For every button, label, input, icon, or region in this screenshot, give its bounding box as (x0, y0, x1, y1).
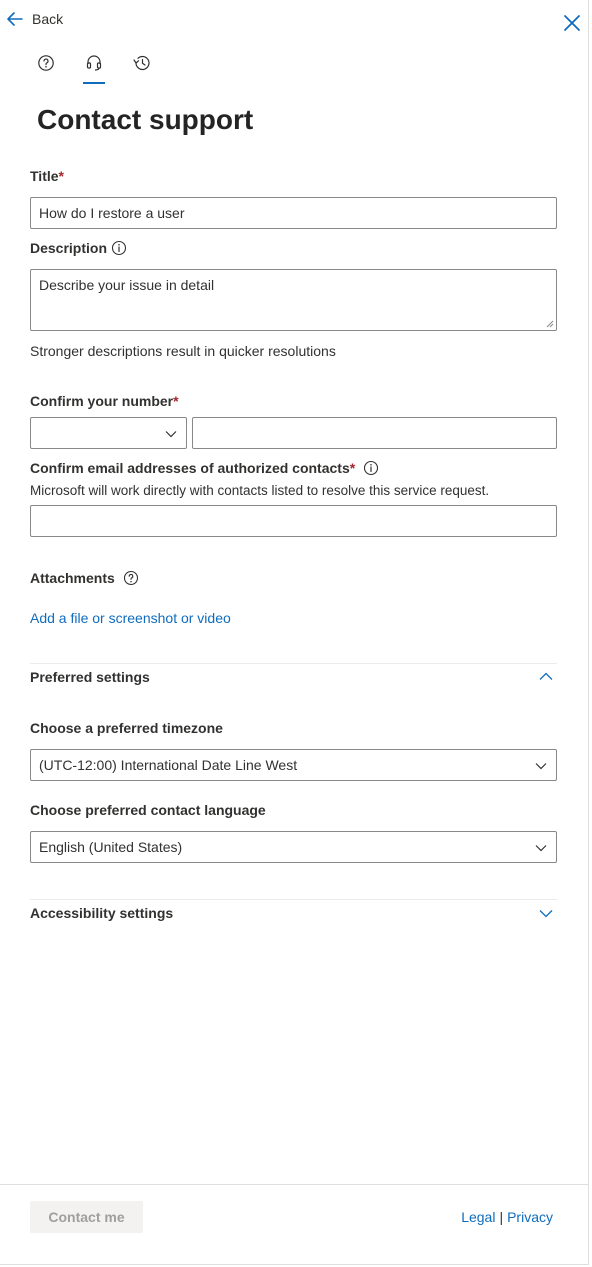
email-helper: Microsoft will work directly with contacts listed to resolve this service request. (30, 483, 490, 498)
add-attachment-link[interactable]: Add a file or screenshot or video (30, 610, 231, 626)
required-mark: * (58, 168, 64, 184)
legal-link[interactable]: Legal (461, 1209, 496, 1225)
resize-grip-icon[interactable] (546, 320, 554, 328)
language-select[interactable] (30, 831, 557, 863)
tab-help[interactable] (33, 50, 59, 76)
phone-number-input[interactable] (192, 417, 557, 449)
preferred-settings-heading: Preferred settings (30, 669, 150, 685)
title-label-text: Title (30, 168, 59, 184)
description-label-text: Description (30, 240, 108, 256)
attachments-label-text: Attachments (30, 570, 115, 586)
accessibility-settings-header[interactable] (30, 901, 557, 925)
title-input-value: How do I restore a user (39, 205, 185, 221)
email-label (30, 460, 379, 476)
language-value: English (United States) (39, 839, 183, 855)
language-label: Choose preferred contact language (30, 802, 266, 818)
back-label: Back (32, 11, 64, 27)
question-circle-icon[interactable] (123, 570, 139, 586)
chevron-down-icon (164, 427, 178, 441)
phone-label (30, 393, 179, 409)
divider (30, 663, 557, 664)
required-mark: * (349, 460, 356, 476)
page-title: Contact support (37, 104, 254, 135)
description-helper: Stronger descriptions result in quicker resolutions (30, 343, 336, 359)
chevron-down-icon (538, 905, 554, 921)
email-label-text: Confirm email addresses of authorized contacts (30, 460, 350, 476)
info-icon[interactable] (363, 460, 379, 476)
history-icon (132, 54, 152, 72)
link-separator: | (499, 1209, 504, 1225)
chevron-up-icon (538, 669, 554, 685)
title-input[interactable] (30, 197, 557, 229)
divider (30, 899, 557, 900)
contact-me-button[interactable]: Contact me (30, 1201, 143, 1233)
info-icon[interactable] (111, 240, 127, 256)
description-label (30, 240, 127, 256)
footer-links (461, 1209, 553, 1225)
close-button[interactable] (561, 12, 583, 34)
accessibility-settings-heading: Accessibility settings (30, 905, 174, 921)
email-input[interactable] (30, 505, 557, 537)
footer-divider (0, 1184, 589, 1185)
required-mark: * (173, 393, 179, 409)
close-icon (561, 12, 583, 34)
timezone-select[interactable] (30, 749, 557, 781)
question-circle-icon (37, 54, 55, 72)
preferred-settings-header[interactable] (30, 665, 557, 689)
description-placeholder: Describe your issue in detail (39, 277, 215, 293)
arrow-left-icon (6, 11, 24, 27)
chevron-down-icon (534, 759, 548, 773)
privacy-link[interactable]: Privacy (507, 1209, 553, 1225)
attachments-label (30, 570, 139, 586)
timezone-value: (UTC-12:00) International Date Line West (39, 757, 298, 773)
phone-label-text: Confirm your number (30, 393, 174, 409)
tab-contact[interactable] (81, 50, 107, 76)
top-bar (0, 0, 589, 40)
title-label (30, 168, 64, 184)
tab-history[interactable] (129, 50, 155, 76)
panel-tabs (33, 50, 155, 76)
chevron-down-icon (534, 841, 548, 855)
timezone-label: Choose a preferred timezone (30, 720, 223, 736)
headset-icon (85, 54, 103, 72)
back-button[interactable] (6, 8, 63, 30)
description-textarea[interactable] (30, 269, 557, 331)
phone-country-select[interactable] (30, 417, 187, 449)
